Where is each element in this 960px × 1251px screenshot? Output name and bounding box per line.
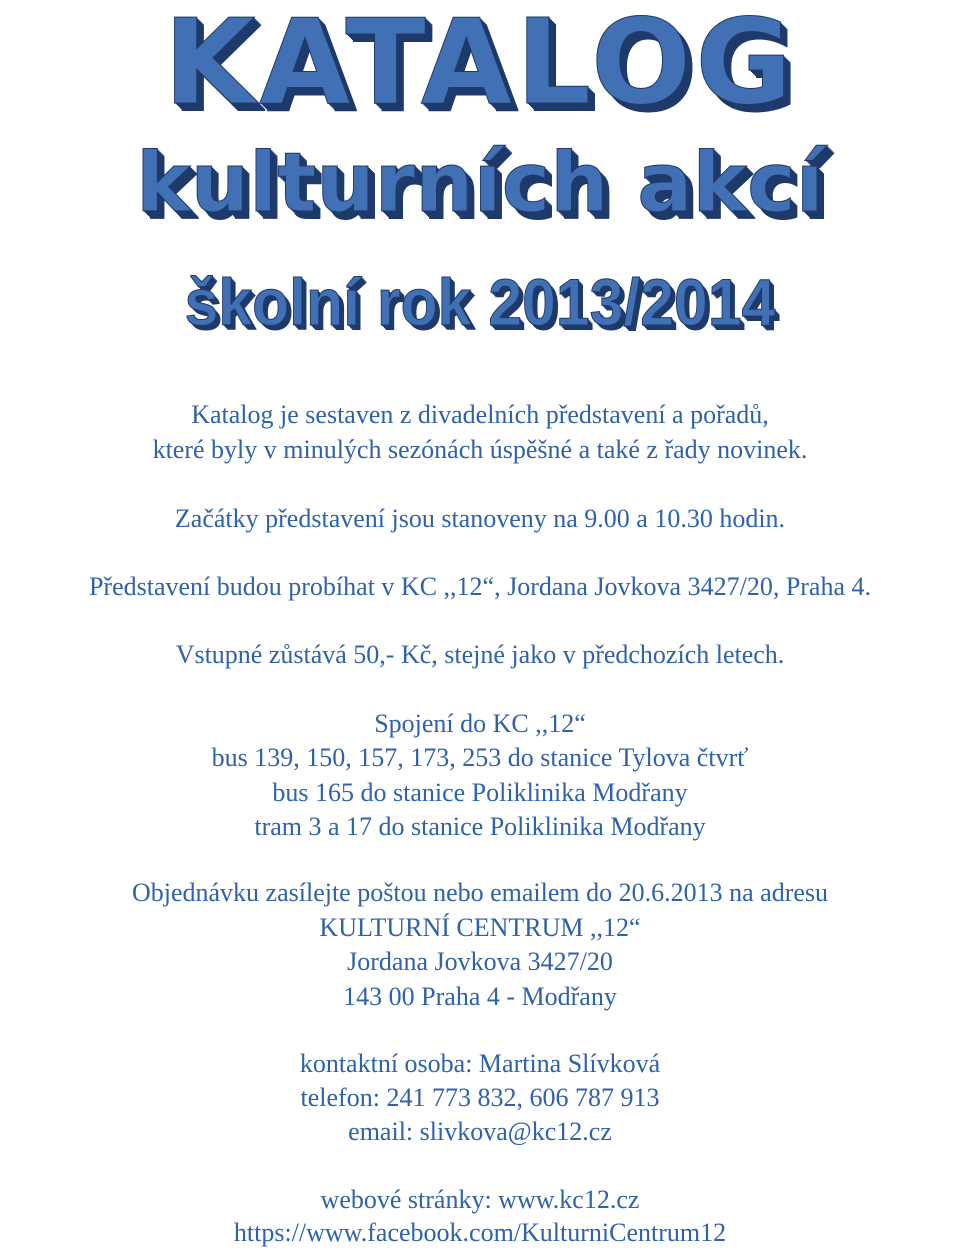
contact-email[interactable]: email: slivkova@kc12.cz (348, 1117, 612, 1146)
contact-person: kontaktní osoba: Martina Slívková (299, 1049, 661, 1078)
transport-tram: tram 3 a 17 do stanice Poliklinika Modřany (254, 812, 706, 841)
order-address-name: KULTURNÍ CENTRUM ,,12“ (319, 913, 641, 942)
transport-heading: Spojení do KC ,,12“ (374, 709, 586, 738)
venue: Představení budou probíhat v KC ,,12“, Jordana Jovkova 3427/20, Praha 4. (88, 572, 872, 601)
start-times: Začátky představení jsou stanoveny na 9.00 a 10.30 hodin. (174, 504, 786, 533)
transport-bus-1: bus 139, 150, 157, 173, 253 do stanice Tylova čtvrť (211, 743, 749, 772)
price: Vstupné zůstává 50,- Kč, stejné jako v předchozích letech. (175, 640, 785, 669)
facebook-link[interactable]: https://www.facebook.com/KulturniCentrum12 (233, 1218, 727, 1247)
order-address-street: Jordana Jovkova 3427/20 (347, 947, 613, 976)
order-address-city: 143 00 Praha 4 - Modřany (343, 982, 617, 1011)
title-katalog: KATALOG (163, 0, 797, 131)
contact-phone: telefon: 241 773 832, 606 787 913 (300, 1083, 660, 1112)
order-instructions: Objednávku zasílejte poštou nebo emailem do 20.6.2013 na adresu (131, 878, 829, 907)
intro-line-2: které byly v minulých sezónách úspěšné a také z řady novinek. (152, 435, 808, 464)
transport-bus-2: bus 165 do stanice Poliklinika Modřany (272, 778, 688, 807)
title-school-year: školní rok 2013/2014 (184, 265, 776, 339)
intro-line-1: Katalog je sestaven z divadelních představení a pořadů, (191, 400, 769, 429)
title-cultural-events: kulturních akcí (136, 136, 824, 231)
website-link[interactable]: webové stránky: www.kc12.cz (320, 1185, 640, 1214)
